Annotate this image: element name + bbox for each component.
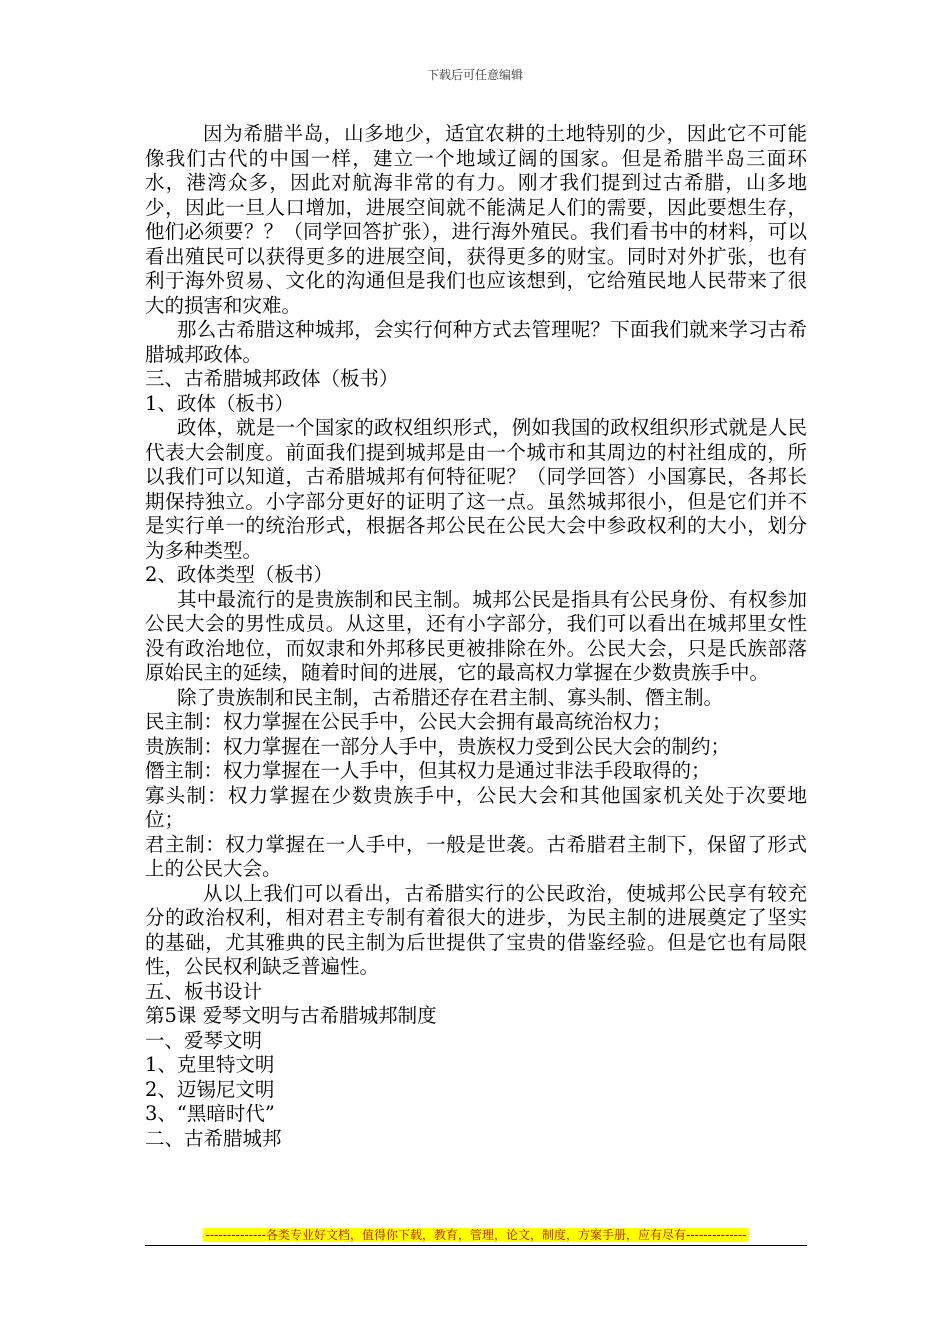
subheading-1: 1、政体（板书） [145, 391, 294, 415]
definition-democracy: 民主制：权力掌握在公民手中，公民大会拥有最高统治权力； [145, 710, 672, 733]
definition-aristocracy: 贵族制：权力掌握在一部分人手中，贵族权力受到公民大会的制约； [145, 734, 731, 758]
lesson-title: 第5课 爱琴文明与古希腊城邦制度 [145, 1004, 437, 1027]
page-header: 下载后可任意编辑 [426, 68, 523, 82]
paragraph-geography: 因为希腊半岛，山多地少，适宜农耕的土地特别的少，因此它不可能像我们古代的中国一样，建立一个地域辽阔的国家。但是希腊半岛三面环水，港湾众多，因此对航海非常的有力。刚才我们提到过古希腊，山多地少，因此一旦人口增加，进展空间就不能满足人们的需要，因此要想生存，他们必须要？？（同学回答扩张），进行海外殖民。我们看书中的材料，可以看出殖民可以获得更多的进展空间，获得更多的财宝。同时对外扩张，也有利于海外贸易、文化的沟通但是我们也应该想到，它给殖民地人民带来了很大的损害和灾难。 [145, 122, 807, 317]
footer-banner: --------------各类专业好文档，值得你下载，教育，管理，论文，制度，方案手册，应有尽有-------------- [205, 1228, 747, 1242]
definition-tyranny: 僭主制：权力掌握在一人手中，但其权力是通过非法手段取得的； [145, 759, 711, 782]
paragraph-transition: 那么古希腊这种城邦，会实行何种方式去管理呢？下面我们就来学习古希腊城邦政体。 [145, 318, 807, 366]
outline-item-1-2: 2、迈锡尼文明 [145, 1077, 275, 1101]
definition-monarchy: 君主制：权力掌握在一人手中，一般是世袭。古希腊君主制下，保留了形式上的公民大会。 [145, 832, 807, 880]
page-footer [145, 1226, 807, 1244]
outline-item-1-3: 3、“黑暗时代” [145, 1102, 275, 1125]
outline-item-2: 二、古希腊城邦 [145, 1126, 282, 1150]
paragraph-types: 其中最流行的是贵族制和民主制。城邦公民是指具有公民身份、有权参加公民大会的男性成员。从这里，还有小字部分，我们可以看出在城邦里女性没有政治地位，而奴隶和外邦移民更被排除在外。公民大会，只是氏族部落原始民主的延续，随着时间的进展，它的最高权力掌握在少数贵族手中。 [145, 587, 807, 684]
footer-divider [145, 1245, 807, 1246]
section-heading-3: 三、古希腊城邦政体（板书） [145, 367, 399, 390]
outline-item-1: 一、爱琴文明 [145, 1028, 263, 1052]
paragraph-polity: 政体，就是一个国家的政权组织形式，例如我国的政权组织形式就是人民代表大会制度。前面我们提到城邦是由一个城市和其周边的村社组成的，所以我们可以知道，古希腊城邦有何特征呢？（同学回答）小国寡民，各邦长期保持独立。小字部分更好的证明了这一点。虽然城邦很小，但是它们并不是实行单一的统治形式，根据各邦公民在公民大会中参政权利的大小，划分为多种类型。 [145, 416, 807, 562]
subheading-2: 2、政体类型（板书） [145, 563, 333, 586]
section-heading-5: 五、板书设计 [145, 979, 263, 1003]
definition-oligarchy: 寡头制：权力掌握在少数贵族手中，公民大会和其他国家机关处于次要地位； [145, 783, 807, 831]
paragraph-conclusion: 从以上我们可以看出，古希腊实行的公民政治，使城邦公民享有较充分的政治权利，相对君主专制有着很大的进步，为民主制的进展奠定了坚实的基础，尤其雅典的民主制为后世提供了宝贵的借鉴经验。但是它也有局限性，公民权利缺乏普遍性。 [145, 881, 807, 978]
outline-item-1-1: 1、克里特文明 [145, 1053, 275, 1076]
document-body [145, 122, 807, 1151]
paragraph-other-systems: 除了贵族制和民主制，古希腊还存在君主制、寡头制、僭主制。 [177, 685, 724, 709]
